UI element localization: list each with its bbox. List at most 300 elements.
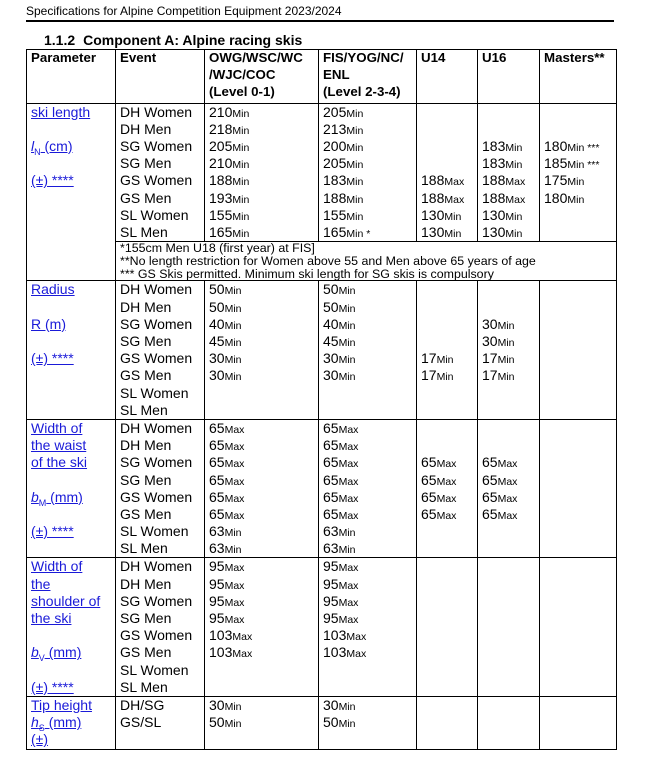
value-u14 [421, 420, 477, 437]
event-cell [116, 103, 205, 242]
parameter-link[interactable] [31, 350, 115, 367]
value-number: 65 [209, 419, 225, 436]
value-cell-u14 [417, 558, 478, 697]
event-label: GS Women [120, 172, 193, 189]
event-label: DH Men [120, 298, 172, 315]
symbol-letter: l [31, 137, 35, 154]
parameter-link-text[interactable]: (±) **** [31, 523, 74, 540]
value-owg [209, 731, 318, 748]
event-label: GS Men [120, 644, 172, 661]
symbol-subscript: N [34, 146, 41, 157]
value-number: 95 [323, 610, 339, 627]
value-number: 65 [323, 437, 339, 454]
value-owg [209, 207, 318, 224]
header-fis-line: (Level 2-3-4) [323, 84, 401, 100]
header-owg [205, 50, 319, 104]
value-limit: Min [338, 544, 356, 557]
value-limit: Min [338, 527, 356, 540]
value-masters [544, 437, 616, 454]
parameter-spacer [31, 472, 115, 489]
value-number: 65 [209, 471, 225, 488]
value-cell-owg [205, 419, 319, 558]
value-cell-masters [540, 696, 617, 749]
value-owg [209, 281, 318, 298]
value-owg [209, 714, 318, 731]
event-label: GS/SL [120, 714, 162, 731]
value-owg [209, 644, 318, 661]
event-label: DH/SG [120, 696, 165, 713]
value-number: 213 [323, 120, 347, 137]
value-limit: Max [232, 648, 253, 661]
value-fis [323, 506, 416, 523]
value-owg [209, 104, 318, 121]
value-owg [209, 679, 318, 696]
value-cell-u16 [478, 696, 540, 749]
value-cell-u14 [417, 419, 478, 558]
value-limit: Min [346, 107, 364, 120]
value-masters [544, 610, 616, 627]
value-number: 30 [209, 350, 225, 367]
value-u14 [421, 138, 477, 155]
value-u16 [482, 576, 539, 593]
parameter-link[interactable] [31, 104, 115, 121]
value-u14 [421, 402, 477, 419]
parameter-link[interactable] [31, 437, 115, 454]
value-u16 [482, 333, 539, 350]
parameter-link[interactable] [31, 714, 115, 731]
parameter-link[interactable] [31, 593, 115, 610]
value-u14 [421, 385, 477, 402]
parameter-link-text[interactable]: shoulder of [31, 592, 101, 609]
value-masters [544, 472, 616, 489]
value-number: 30 [323, 367, 339, 384]
value-owg [209, 385, 318, 402]
parameter-link[interactable] [31, 316, 115, 333]
value-number: 65 [323, 488, 339, 505]
value-masters [544, 523, 616, 540]
value-number: 183 [323, 172, 347, 189]
value-cell-owg [205, 696, 319, 749]
value-fis [323, 333, 416, 350]
value-number: 30 [323, 350, 339, 367]
parameter-link-text[interactable]: Tip height [31, 696, 92, 713]
value-number: 65 [323, 454, 339, 471]
value-cell-u14 [417, 281, 478, 420]
event-cell [116, 281, 205, 420]
value-cell-u14 [417, 696, 478, 749]
value-limit: Max [346, 648, 367, 661]
parameter-link-text[interactable]: the waist [31, 437, 87, 454]
value-limit: Min [346, 176, 364, 189]
symbol-unit: (mm) [44, 714, 82, 731]
value-owg [209, 472, 318, 489]
value-owg [209, 299, 318, 316]
value-u14 [421, 316, 477, 333]
parameter-link-text[interactable]: Radius [31, 281, 75, 298]
value-number: 103 [323, 644, 347, 661]
value-u16 [482, 523, 539, 540]
value-u16 [482, 104, 539, 121]
value-fis [323, 172, 416, 189]
value-number: 95 [209, 575, 225, 592]
value-u16 [482, 540, 539, 557]
parameter-link[interactable] [31, 420, 115, 437]
parameter-link-text[interactable]: R (m) [31, 315, 66, 332]
value-number: 40 [323, 315, 339, 332]
value-u14 [421, 454, 477, 471]
parameter-link[interactable] [31, 281, 115, 298]
value-fis [323, 224, 416, 241]
event-label: SG Women [120, 454, 193, 471]
value-limit: Max [338, 458, 359, 471]
value-u16 [482, 420, 539, 437]
value-masters [544, 644, 616, 661]
value-limit: Max [505, 176, 526, 189]
parameter-link-text[interactable] [31, 137, 73, 157]
parameter-link[interactable] [31, 697, 115, 714]
parameter-link-text[interactable]: the ski [31, 610, 72, 627]
value-u16 [482, 121, 539, 138]
header-event: Event [116, 50, 205, 104]
value-fis [323, 489, 416, 506]
value-u16 [482, 172, 539, 189]
value-limit: Max [232, 631, 253, 644]
header-u14: U14 [417, 50, 478, 104]
value-number: 40 [209, 315, 225, 332]
parameter-cell [27, 281, 116, 420]
event-label: SL Women [120, 661, 189, 678]
value-number: 65 [421, 488, 437, 505]
symbol-letter: b [31, 488, 39, 505]
value-cell-u16 [478, 281, 540, 420]
value-cell-u16 [478, 103, 540, 242]
event-label: SL Women [120, 206, 189, 223]
value-cell-masters [540, 281, 617, 420]
value-number: 130 [421, 206, 445, 223]
event-label: SL Men [120, 401, 168, 418]
value-u16 [482, 402, 539, 419]
value-masters [544, 281, 616, 298]
value-u14 [421, 350, 477, 367]
value-fis [323, 121, 416, 138]
parameter-link[interactable] [31, 172, 115, 189]
value-number: 95 [209, 592, 225, 609]
value-limit: Min [224, 285, 242, 298]
parameter-spacer [31, 662, 115, 679]
parameter-link-text[interactable]: Width of [31, 419, 83, 436]
value-masters [544, 367, 616, 384]
value-owg [209, 138, 318, 155]
value-number: 155 [209, 206, 233, 223]
value-limit: Min [338, 285, 356, 298]
value-u16 [482, 506, 539, 523]
value-limit: Min [444, 227, 462, 240]
parameter-spacer [31, 333, 115, 350]
value-number: 30 [482, 333, 498, 350]
value-u16 [482, 299, 539, 316]
value-number: 210 [209, 103, 233, 120]
value-number: 200 [323, 137, 347, 154]
parameter-spacer [31, 506, 115, 523]
parameter-spacer [31, 299, 115, 316]
parameter-link[interactable] [31, 489, 115, 506]
value-limit: Min * [346, 227, 371, 240]
value-masters [544, 489, 616, 506]
value-u14 [421, 558, 477, 575]
value-number: 63 [323, 540, 339, 557]
value-fis [323, 662, 416, 679]
value-limit: Min [232, 107, 250, 120]
header-fis [319, 50, 417, 104]
parameter-link[interactable] [31, 558, 115, 575]
parameter-link[interactable] [31, 523, 115, 540]
value-u14 [421, 224, 477, 241]
event-label: SG Men [120, 333, 172, 350]
section-title [44, 32, 310, 48]
value-masters [544, 627, 616, 644]
value-fis [323, 190, 416, 207]
event-cell [116, 558, 205, 697]
value-number: 50 [209, 281, 225, 298]
value-fis [323, 731, 416, 748]
parameter-link-text[interactable]: (±) [31, 731, 49, 748]
value-masters [544, 104, 616, 121]
value-u14 [421, 662, 477, 679]
value-fis [323, 207, 416, 224]
value-number: 50 [209, 714, 225, 731]
value-limit: Min [232, 159, 250, 172]
notes-cell [116, 242, 617, 281]
value-u16 [482, 207, 539, 224]
value-number: 65 [421, 505, 437, 522]
value-number: 180 [544, 189, 568, 206]
value-masters [544, 679, 616, 696]
value-limit: Min [224, 544, 242, 557]
value-limit: Max [224, 614, 245, 627]
event-label: SG Women [120, 592, 193, 609]
value-number: 50 [323, 281, 339, 298]
value-number: 103 [323, 627, 347, 644]
symbol-letter: h [31, 714, 39, 731]
value-owg [209, 662, 318, 679]
value-u14 [421, 523, 477, 540]
parameter-link-text[interactable] [31, 488, 83, 508]
value-number: 188 [421, 172, 445, 189]
parameter-link-text[interactable]: (±) **** [31, 172, 74, 189]
value-cell-owg [205, 281, 319, 420]
value-number: 17 [421, 367, 437, 384]
value-number: 65 [421, 454, 437, 471]
parameter-link[interactable] [31, 138, 115, 155]
value-limit: Min [224, 371, 242, 384]
value-u14 [421, 697, 477, 714]
value-number: 65 [421, 471, 437, 488]
parameter-spacer [31, 155, 115, 172]
value-owg [209, 437, 318, 454]
value-u16 [482, 731, 539, 748]
value-u14 [421, 506, 477, 523]
parameter-group-row [27, 558, 617, 697]
parameter-link-text[interactable]: of the ski [31, 454, 88, 471]
symbol-letter: b [31, 644, 39, 661]
value-u14 [421, 281, 477, 298]
parameter-link[interactable] [31, 454, 115, 471]
value-limit: Min [346, 141, 364, 154]
parameter-group-row [27, 419, 617, 558]
value-masters [544, 333, 616, 350]
value-owg [209, 367, 318, 384]
event-label: SL Women [120, 384, 189, 401]
value-u14 [421, 299, 477, 316]
parameter-link-text[interactable]: (±) **** [31, 678, 74, 695]
event-label: DH Women [120, 281, 193, 298]
table-body [27, 103, 617, 749]
value-owg [209, 402, 318, 419]
value-owg [209, 627, 318, 644]
parameter-link-text[interactable] [31, 644, 82, 664]
value-number: 175 [544, 172, 568, 189]
symbol-unit: (mm) [44, 644, 82, 661]
value-number: 193 [209, 189, 233, 206]
value-u16 [482, 454, 539, 471]
value-fis [323, 316, 416, 333]
value-limit: Min [338, 337, 356, 350]
value-number: 218 [209, 120, 233, 137]
header-u16: U16 [478, 50, 540, 104]
value-cell-u16 [478, 558, 540, 697]
value-u16 [482, 138, 539, 155]
parameter-link[interactable] [31, 644, 115, 664]
value-number: 17 [421, 350, 437, 367]
event-label: GS Women [120, 350, 193, 367]
value-number: 205 [323, 155, 347, 172]
value-limit: Max [436, 458, 457, 471]
value-masters [544, 714, 616, 731]
value-u16 [482, 558, 539, 575]
value-u14 [421, 437, 477, 454]
event-label: SL Men [120, 540, 168, 557]
value-owg [209, 593, 318, 610]
value-number: 65 [209, 488, 225, 505]
value-number: 45 [323, 333, 339, 350]
value-masters [544, 121, 616, 138]
parameter-link[interactable] [31, 610, 115, 627]
document-header: Specifications for Alpine Competition Equipment 2023/2024 [26, 4, 342, 18]
value-limit: Min [224, 527, 242, 540]
value-limit: Min [224, 302, 242, 315]
value-number: 183 [482, 155, 506, 172]
value-masters [544, 316, 616, 333]
value-number: 95 [209, 558, 225, 575]
value-number: 165 [209, 223, 233, 240]
value-u16 [482, 224, 539, 241]
value-u14 [421, 731, 477, 748]
event-label: SG Women [120, 137, 193, 154]
value-fis [323, 576, 416, 593]
value-number: 188 [482, 172, 506, 189]
value-u14 [421, 576, 477, 593]
value-owg [209, 121, 318, 138]
symbol-subscript: S [38, 722, 45, 733]
value-number: 30 [482, 315, 498, 332]
value-u16 [482, 610, 539, 627]
parameter-group-row [27, 281, 617, 420]
value-number: 95 [323, 592, 339, 609]
value-limit: Min [338, 718, 356, 731]
value-u14 [421, 367, 477, 384]
value-limit: Max [497, 458, 518, 471]
value-number: 188 [209, 172, 233, 189]
value-u16 [482, 437, 539, 454]
parameter-link[interactable] [31, 731, 115, 748]
parameter-cell [27, 558, 116, 697]
event-cell [116, 419, 205, 558]
parameter-link-text[interactable]: Width of [31, 558, 83, 575]
event-cell [116, 696, 205, 749]
value-cell-owg [205, 103, 319, 242]
value-fis [323, 420, 416, 437]
value-number: 188 [421, 189, 445, 206]
event-label: GS Women [120, 488, 193, 505]
value-owg [209, 558, 318, 575]
value-limit: Max [497, 509, 518, 522]
value-limit: Min [346, 124, 364, 137]
value-number: 65 [482, 488, 498, 505]
event-label: DH Men [120, 120, 172, 137]
value-limit: Min [505, 227, 523, 240]
parameter-link-text[interactable]: ski length [31, 103, 91, 120]
value-masters [544, 731, 616, 748]
value-u14 [421, 714, 477, 731]
value-fis [323, 138, 416, 155]
parameter-link[interactable] [31, 576, 115, 593]
value-fis [323, 558, 416, 575]
parameter-link-text[interactable] [31, 714, 82, 733]
value-cell-u14 [417, 103, 478, 242]
parameter-group-row [27, 103, 617, 242]
value-number: 30 [209, 696, 225, 713]
value-number: 185 [544, 155, 568, 172]
value-number: 188 [482, 189, 506, 206]
value-fis [323, 472, 416, 489]
value-limit: Max [338, 614, 359, 627]
value-masters [544, 224, 616, 241]
value-number: 183 [482, 137, 506, 154]
value-limit: Min [505, 141, 523, 154]
value-number: 65 [323, 505, 339, 522]
parameter-link-text[interactable]: the [31, 575, 51, 592]
value-u14 [421, 679, 477, 696]
value-limit: Min [338, 700, 356, 713]
parameter-link-text[interactable]: (±) **** [31, 350, 74, 367]
value-number: 205 [209, 137, 233, 154]
parameter-link[interactable] [31, 679, 115, 696]
value-u14 [421, 472, 477, 489]
header-fis-line: FIS/YOG/NC/ [323, 50, 404, 65]
value-limit: Min [232, 176, 250, 189]
parameter-cell [27, 696, 116, 749]
value-limit: Max [224, 509, 245, 522]
value-fis [323, 610, 416, 627]
value-u14 [421, 104, 477, 121]
value-fis [323, 714, 416, 731]
value-u16 [482, 281, 539, 298]
value-u16 [482, 190, 539, 207]
value-number: 180 [544, 137, 568, 154]
value-number: 63 [209, 540, 225, 557]
section-number: 1.1.2 [44, 32, 76, 48]
value-limit: Min [505, 159, 523, 172]
